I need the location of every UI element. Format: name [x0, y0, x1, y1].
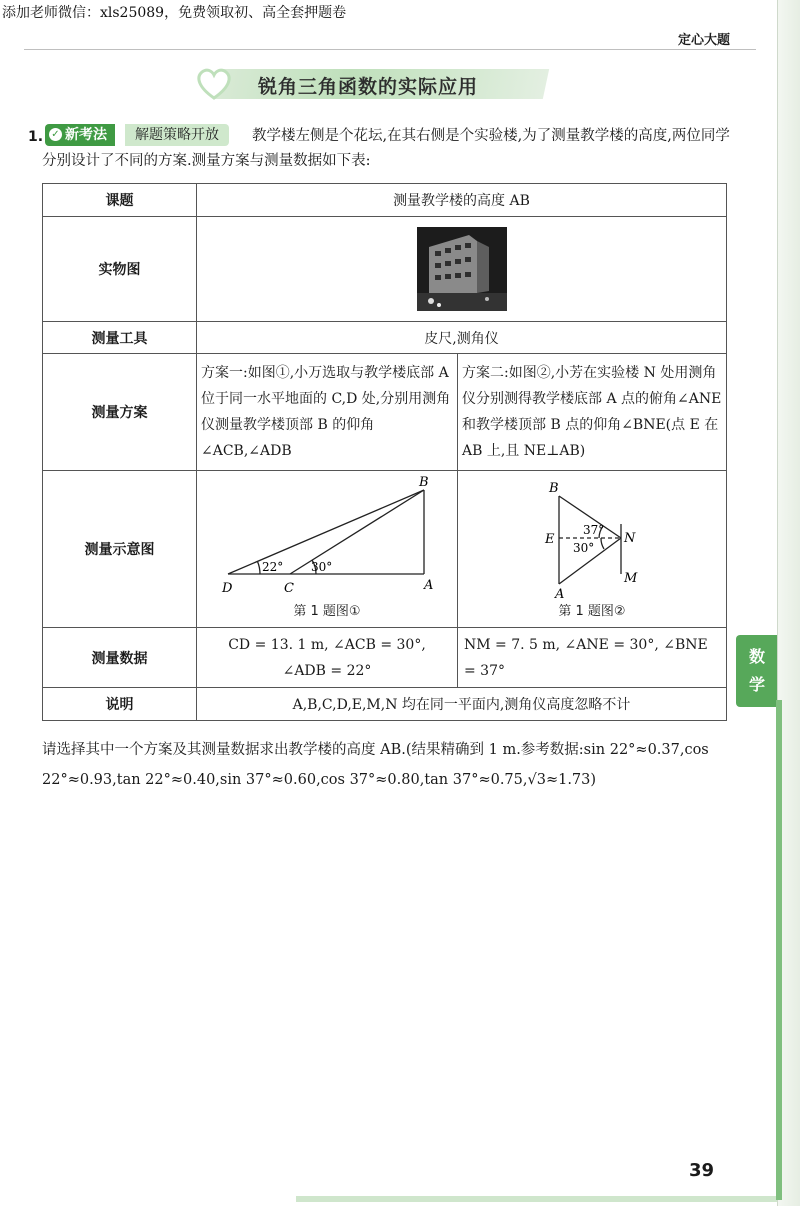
- subject-tab: [736, 635, 778, 707]
- lightbulb-icon: ✓: [49, 128, 62, 141]
- diagram-label: 测量示意图: [43, 471, 197, 628]
- table-row-photo: [43, 217, 727, 322]
- figure-one: [198, 474, 456, 602]
- banner-title: 锐角三角函数的实际应用: [258, 76, 479, 98]
- fig1-label-d: D: [222, 580, 233, 596]
- side-decoration-strip: [776, 700, 782, 1200]
- question-prompt: 请选择其中一个方案及其测量数据求出教学楼的高度 AB.(结果精确到 1 m.参考数据:sin 22°≈0.37,cos 22°≈0.93,tan 22°≈0.40,sin 37°≈0.60,cos 37°≈0.80,tan 37°≈0.75,√3≈1.73): [42, 742, 709, 788]
- question-number: 1.: [28, 129, 44, 145]
- watermark-text: 添加老师微信：xls25089，免费领取初、高全套押题卷: [2, 5, 347, 21]
- building-photo-graphic: [417, 227, 507, 311]
- data-two-line1: NM = 7. 5 m, ∠ANE = 30°, ∠BNE: [464, 636, 708, 653]
- note-label: 说明: [43, 688, 197, 721]
- measurement-table: [42, 183, 727, 721]
- fig1-label-c: C: [284, 580, 294, 596]
- subject-tab-char2: 学: [748, 675, 765, 694]
- fig1-angle-c: 30°: [311, 559, 333, 574]
- section-header: 定心大题: [677, 33, 730, 48]
- figure-two-caption: 第 1 题图②: [558, 603, 626, 619]
- fig2-label-m: M: [624, 570, 638, 586]
- fig2-angle-down: 30°: [573, 540, 595, 555]
- question-intro: 教学楼左侧是个花坛,在其右侧是个实验楼,为了测量教学楼的高度,两位同学分别设计了不同的方案.测量方案与测量数据如下表:: [42, 128, 730, 169]
- data-one-line1: CD = 13. 1 m, ∠ACB = 30°,: [228, 636, 426, 653]
- topic-banner: [196, 67, 546, 101]
- tools-value: 皮尺,测角仪: [197, 322, 727, 354]
- figure-two: [459, 474, 725, 602]
- table-row-topic: [43, 184, 727, 217]
- table-row-note: [43, 688, 727, 721]
- data-one: [197, 628, 458, 688]
- table-row-tools: [43, 322, 727, 354]
- open-strategy-tag: 解题策略开放: [125, 124, 229, 146]
- data-label: 测量数据: [43, 628, 197, 688]
- fig1-label-a: A: [424, 577, 434, 593]
- heart-icon: [194, 65, 234, 101]
- figure-one-cell: [197, 471, 458, 628]
- table-row-diagram: [43, 471, 727, 628]
- data-two-line2: = 37°: [464, 662, 505, 679]
- fig1-label-b: B: [419, 474, 429, 490]
- building-photo: [417, 227, 507, 311]
- fig2-label-b: B: [549, 480, 559, 496]
- fig2-label-n: N: [624, 530, 636, 546]
- page-number: 39: [688, 1160, 714, 1181]
- fig1-angle-d: 22°: [262, 559, 284, 574]
- plan-one: 方案一:如图①,小万选取与教学楼底部 A 位于同一水平地面的 C,D 处,分别用测角仪测量教学楼顶部 B 的仰角∠ACB,∠ADB: [197, 354, 458, 471]
- data-one-line2: ∠ADB = 22°: [282, 662, 372, 679]
- plan-two: 方案二:如图②,小芳在实验楼 N 处用测角仪分别测得教学楼底部 A 点的俯角∠ANE 和教学楼顶部 B 点的仰角∠BNE(点 E 在 AB 上,且 NE⊥AB): [458, 354, 727, 471]
- topic-value: 测量教学楼的高度 AB: [197, 184, 727, 217]
- photo-cell: [197, 217, 727, 322]
- photo-label: 实物图: [43, 217, 197, 322]
- new-method-label: 新考法: [65, 127, 107, 143]
- fig2-label-a: A: [555, 586, 565, 602]
- plan-label: 测量方案: [43, 354, 197, 471]
- table-row-plan: [43, 354, 727, 471]
- figure-two-cell: [458, 471, 727, 628]
- subject-tab-char1: 数: [748, 647, 765, 666]
- new-method-tag: [45, 124, 115, 146]
- topic-label: 课题: [43, 184, 197, 217]
- fig2-angle-up: 37°: [583, 522, 605, 537]
- fig2-label-e: E: [545, 531, 555, 547]
- bottom-decoration: [296, 1196, 778, 1202]
- figure-one-caption: 第 1 题图①: [293, 603, 361, 619]
- data-two: [458, 628, 727, 688]
- tools-label: 测量工具: [43, 322, 197, 354]
- note-value: A,B,C,D,E,M,N 均在同一平面内,测角仪高度忽略不计: [197, 688, 727, 721]
- header-divider: [24, 49, 756, 50]
- table-row-data: [43, 628, 727, 688]
